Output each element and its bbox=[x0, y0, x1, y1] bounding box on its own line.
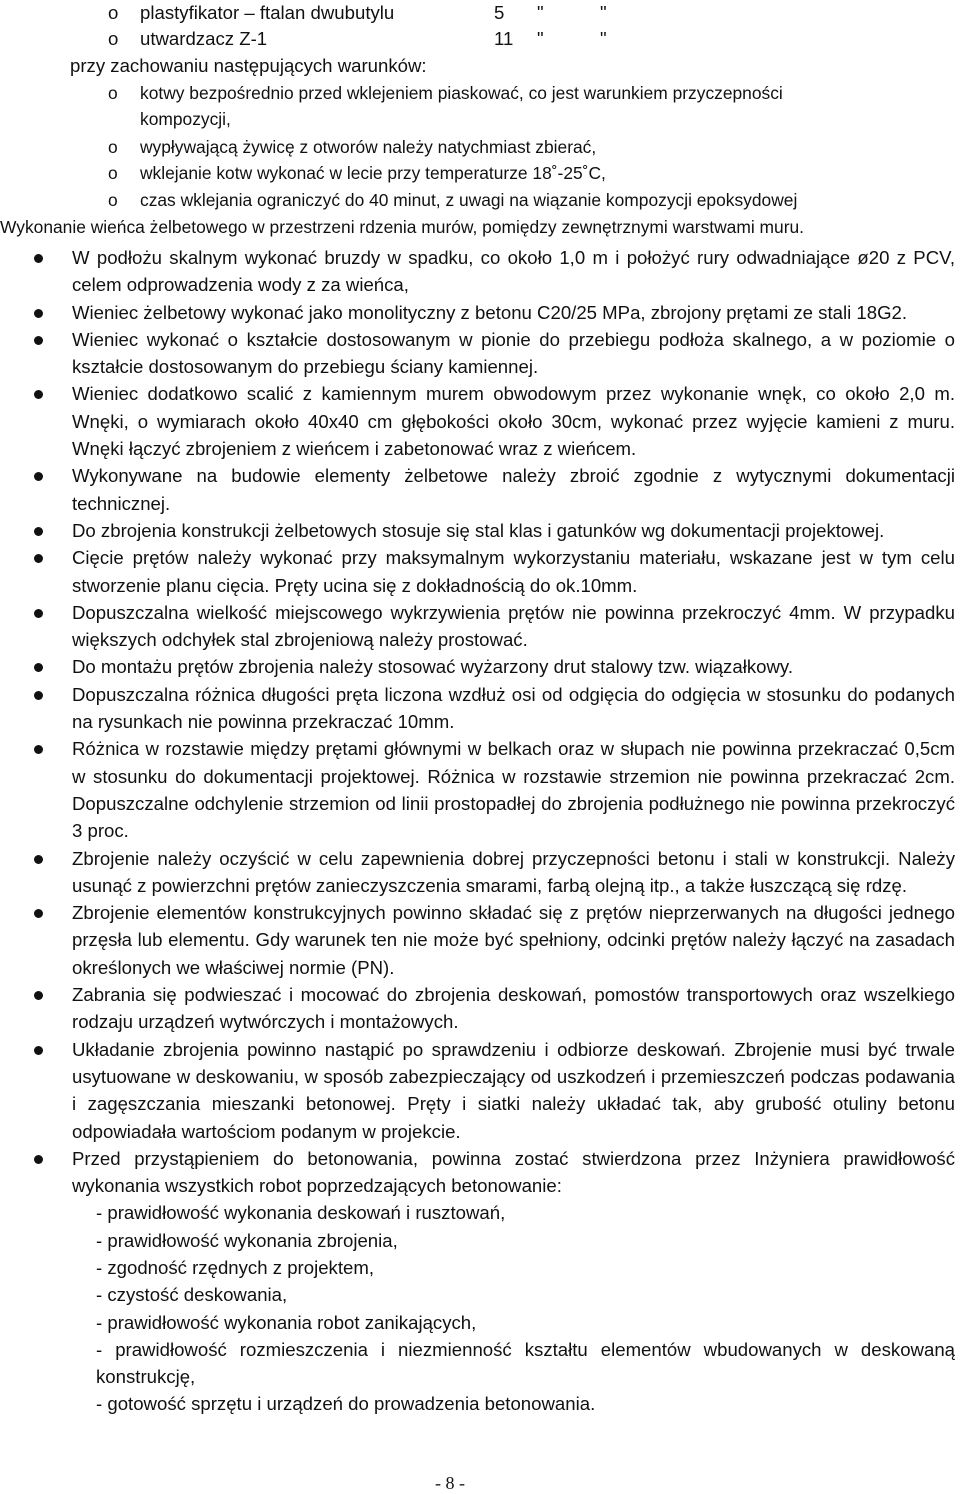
bullet-item bbox=[0, 326, 955, 381]
bullet-text: Przed przystąpieniem do betonowania, powinna zostać stwierdzona przez Inżyniera prawidłowość wykonania wszystkich robot poprzedzających betonowanie: bbox=[72, 1147, 955, 1197]
bullet-icon bbox=[34, 1046, 43, 1055]
item-qty: 11 bbox=[494, 28, 514, 49]
conditions-intro: przy zachowaniu następujących warunków: bbox=[70, 55, 427, 76]
item-text: wypływającą żywicę z otworów należy natychmiast zbierać, bbox=[140, 137, 597, 157]
check-item: - prawidłowość wykonania robot zanikających, bbox=[96, 1311, 477, 1333]
bullet-icon bbox=[34, 336, 43, 345]
bullet-icon bbox=[34, 1155, 43, 1164]
item-ditto: " bbox=[600, 28, 607, 49]
bullet-list bbox=[0, 244, 960, 1418]
bullet-item bbox=[0, 845, 955, 900]
list-marker: o bbox=[108, 83, 118, 103]
bullet-text: Dopuszczalna różnica długości pręta liczona wzdłuż osi od odgięcia do odgięcia w stosunku do podanych na rysunkach nie powinna przekraczać 10mm. bbox=[72, 683, 955, 733]
bullet-text: Układanie zbrojenia powinno nastąpić po sprawdzeniu i odbiorze deskowań. Zbrojenie musi być trwale usytuowane w deskowaniu, w sposób zabezpieczający od uszkodzeń i przemieszczeń podczas podawania i zagęszczania mieszanki betonowej. Pręty i siatki należy układać tak, aby grubość otuliny betonu odpowiadała wartościom podanym w projekcie. bbox=[72, 1038, 955, 1142]
bullet-icon bbox=[34, 472, 43, 481]
bullet-icon bbox=[34, 254, 43, 263]
bullet-icon bbox=[34, 991, 43, 1000]
item-text: kotwy bezpośrednio przed wklejeniem piaskować, co jest warunkiem przyczepności bbox=[140, 83, 783, 103]
bullet-text: Do zbrojenia konstrukcji żelbetowych stosuje się stal klas i gatunków wg dokumentacji projektowej. bbox=[72, 519, 885, 541]
bullet-icon bbox=[34, 527, 43, 536]
item-ditto: " bbox=[537, 2, 544, 23]
bullet-text: Do montażu prętów zbrojenia należy stosować wyżarzony drut stalowy tzw. wiązałkowy. bbox=[72, 656, 793, 678]
item-ditto: " bbox=[600, 2, 607, 23]
bullet-icon bbox=[34, 663, 43, 672]
bullet-text: Zbrojenie należy oczyścić w celu zapewnienia dobrej przyczepności betonu i stali w konstrukcji. Należy usunąć z powierzchni prętów zanieczyszczenia smarami, farbą olejną itp., a także łuszczącą się rdzę. bbox=[72, 847, 955, 896]
item-text-continued: kompozycji, bbox=[140, 109, 231, 129]
check-item: - gotowość sprzętu i urządzeń do prowadzenia betonowania. bbox=[96, 1393, 596, 1415]
bullet-item bbox=[0, 462, 955, 517]
bullet-text: W podłożu skalnym wykonać bruzdy w spadku, co około 1,0 m i położyć rury odwadniające ø20 z PCV, celem odprowadzenia wody z za wieńca, bbox=[72, 247, 955, 296]
bullet-text: Wieniec żelbetowy wykonać jako monolityczny z betonu C20/25 MPa, zbrojony prętami ze stali 18G2. bbox=[72, 301, 908, 323]
bullet-item bbox=[0, 299, 955, 326]
bullet-icon bbox=[34, 309, 43, 318]
list-marker: o bbox=[108, 163, 118, 183]
check-item: - zgodność rzędnych z projektem, bbox=[96, 1256, 374, 1278]
bullet-text: Wieniec dodatkowo scalić z kamiennym murem obwodowym przez wykonanie wnęk, co około 2,0 m. Wnęki, o wymiarach około 40x40 cm głębokości około 30cm, wykonać przez wyjęcie kamieni z muru. Wnęki łączyć zbrojeniem z wieńcem i zabetonować wraz z wieńcem. bbox=[72, 383, 955, 460]
bullet-text: Zabrania się podwieszać i mocować do zbrojenia deskowań, pomostów transportowych oraz wszelkiego rodzaju urządzeń wytwórczych i montażowych. bbox=[72, 984, 955, 1033]
item-text: utwardzacz Z-1 bbox=[140, 28, 268, 49]
page-number: - 8 - bbox=[435, 1473, 465, 1493]
bullet-item bbox=[0, 244, 955, 299]
bullet-item bbox=[0, 735, 955, 844]
bullet-item bbox=[0, 653, 955, 680]
check-item: - prawidłowość wykonania zbrojenia, bbox=[96, 1229, 398, 1251]
bullet-text: Wieniec wykonać o kształcie dostosowanym w pionie do przebiegu podłoża skalnego, a w poziomie o kształcie dostosowanym do przebiegu ściany kamiennej. bbox=[72, 328, 955, 378]
check-item: - prawidłowość rozmieszczenia i niezmienność kształtu elementów wbudowanych w deskowaną konstrukcję, bbox=[96, 1338, 955, 1388]
bullet-icon bbox=[34, 691, 43, 700]
bullet-text: Cięcie prętów należy wykonać przy maksymalnym wykorzystaniu materiału, wskazane jest w tym celu stworzenie planu cięcia. Pręty ucina się z dokładnością do ok.10mm. bbox=[72, 547, 955, 596]
bullet-text: Dopuszczalna wielkość miejscowego wykrzywienia prętów nie powinna przekroczyć 4mm. W przypadku większych odchyłek stal zbrojeniową należy prostować. bbox=[72, 601, 955, 651]
item-ditto: " bbox=[537, 28, 544, 49]
bullet-item bbox=[0, 1036, 955, 1145]
section-heading: Wykonanie wieńca żelbetowego w przestrzeni rdzenia murów, pomiędzy zewnętrznymi warstwami muru. bbox=[0, 217, 804, 237]
bullet-text: Zbrojenie elementów konstrukcyjnych powinno składać się z prętów nieprzerwanych na długości jednego przęsła lub elementu. Gdy warunek ten nie może być spełniony, odcinki prętów należy łączyć na zasadach określonych we właściwej normie (PN). bbox=[72, 902, 955, 978]
list-marker: o bbox=[108, 190, 118, 210]
item-qty: 5 bbox=[494, 2, 505, 23]
item-text: czas wklejania ograniczyć do 40 minut, z uwagi na wiązanie kompozycji epoksydowej bbox=[140, 190, 798, 210]
bullet-item bbox=[0, 380, 955, 462]
bullet-item bbox=[0, 981, 955, 1036]
bullet-text: Różnica w rozstawie między prętami głównymi w belkach oraz w słupach nie powinna przekraczać 0,5cm w stosunku do dokumentacji projektowej. Różnica w rozstawie strzemion nie powinna przekraczać 2cm. Dopuszczalne odchylenie strzemion od linii prostopadłej do zbrojenia podłużnego nie powinna przekroczyć 3 proc. bbox=[72, 738, 955, 842]
bullet-item bbox=[0, 599, 955, 654]
bullet-icon bbox=[34, 554, 43, 563]
bullet-icon bbox=[34, 909, 43, 918]
bullet-item bbox=[0, 681, 955, 736]
bullet-icon bbox=[34, 390, 43, 399]
bullet-text: Wykonywane na budowie elementy żelbetowe należy zbroić zgodnie z wytycznymi dokumentacji technicznej. bbox=[72, 465, 955, 514]
check-item: - prawidłowość wykonania deskowań i rusztowań, bbox=[96, 1202, 506, 1224]
bullet-item bbox=[0, 517, 955, 544]
item-text: plastyfikator – ftalan dwubutylu bbox=[140, 2, 395, 23]
bullet-icon bbox=[34, 745, 43, 754]
list-marker: o bbox=[108, 137, 118, 157]
bullet-item bbox=[0, 1145, 955, 1200]
bullet-item bbox=[0, 899, 955, 981]
list-marker: o bbox=[108, 28, 119, 49]
bullet-icon bbox=[34, 609, 43, 618]
check-item: - czystość deskowania, bbox=[96, 1284, 288, 1306]
item-text: wklejanie kotw wykonać w lecie przy temperaturze 18˚-25˚C, bbox=[140, 163, 606, 183]
bullet-icon bbox=[34, 855, 43, 864]
list-marker: o bbox=[108, 2, 119, 23]
bullet-item bbox=[0, 544, 955, 599]
